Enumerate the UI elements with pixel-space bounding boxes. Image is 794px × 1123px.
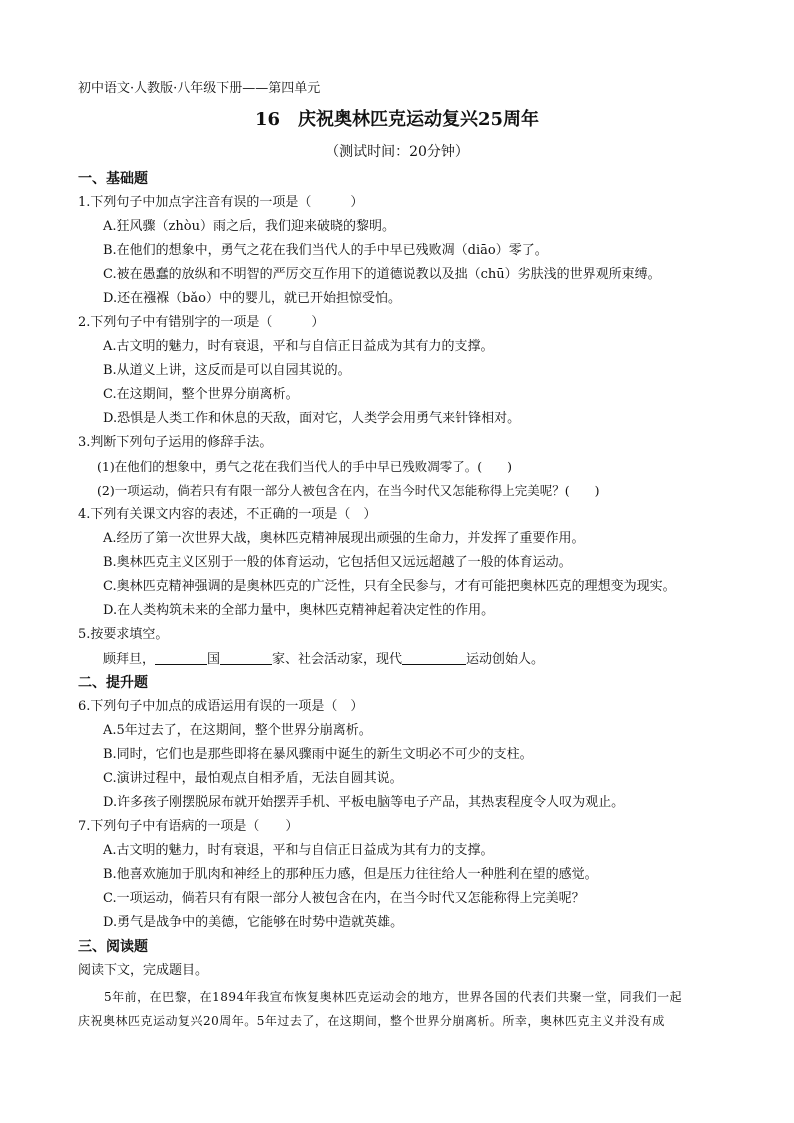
question-4-option-a: A.经历了第一次世界大战，奥林匹克精神展现出顽强的生命力，并发挥了重要作用。 xyxy=(103,531,585,546)
q5-blank-2[interactable] xyxy=(220,650,272,665)
section-heading-reading: 三、阅读题 xyxy=(78,939,148,955)
question-2-option-c: C.在这期间，整个世界分崩离析。 xyxy=(103,387,299,402)
question-3-sentence-2: (2)一项运动，倘若只有有限一部分人被包含在内，在当今时代又怎能称得上完美呢？( ) xyxy=(97,483,600,498)
question-7-option-c: C.一项运动，倘若只有有限一部分人被包含在内，在当今时代又怎能称得上完美呢？ xyxy=(103,891,585,906)
question-3-sentence-1: (1)在他们的想象中，勇气之花在我们当代人的手中早已残败凋零了。( ) xyxy=(97,459,512,474)
question-5-fill-line xyxy=(103,650,544,669)
lesson-title: 16 庆祝奥林匹克运动复兴25周年 xyxy=(254,109,540,130)
test-time: （测试时间：20分钟） xyxy=(325,144,469,160)
q5-text-2: 国 xyxy=(207,652,221,667)
unit-header: 初中语文·人教版·八年级下册——第四单元 xyxy=(78,81,321,96)
question-2-option-d: D.恐惧是人类工作和休息的天敌，面对它，人类学会用勇气来针锋相对。 xyxy=(103,411,521,426)
question-5-stem: 5.按要求填空。 xyxy=(78,627,169,642)
question-1-option-a: A.狂风骤（zhòu）雨之后，我们迎来破晓的黎明。 xyxy=(103,219,395,234)
question-6-stem: 6.下列句子中加点的成语运用有误的一项是（ ） xyxy=(78,699,364,714)
question-6-option-b: B.同时，它们也是那些即将在暴风骤雨中诞生的新生文明必不可少的支柱。 xyxy=(103,747,533,762)
reading-passage-line-1: 5年前，在巴黎，在1894年我宣布恢复奥林匹克运动会的地方，世界各国的代表们共聚一堂，同我们一起 xyxy=(104,990,683,1004)
question-4-option-c: C.奥林匹克精神强调的是奥林匹克的广泛性，只有全民参与，才有可能把奥林匹克的理想变为现实。 xyxy=(103,579,676,594)
question-1-option-d: D.还在襁褓（bǎo）中的婴儿，就已开始担惊受怕。 xyxy=(103,291,401,306)
section-heading-advanced: 二、提升题 xyxy=(78,675,148,691)
question-6-option-c: C.演讲过程中，最怕观点自相矛盾，无法自圆其说。 xyxy=(103,771,403,786)
question-1-stem: 1.下列句子中加点字注音有误的一项是（ ） xyxy=(78,195,364,210)
question-1-option-b: B.在他们的想象中，勇气之花在我们当代人的手中早已残败凋（diāo）零了。 xyxy=(103,243,548,258)
question-1-option-c: C.被在愚蠢的放纵和不明智的严厉交互作用下的道德说教以及拙（chū）劣肤浅的世界观所束缚。 xyxy=(103,267,661,282)
question-7-option-d: D.勇气是战争中的美德，它能够在时势中造就英雄。 xyxy=(103,915,404,930)
q5-blank-3[interactable] xyxy=(402,650,466,665)
question-4-option-b: B.奥林匹克主义区别于一般的体育运动，它包括但又远远超越了一般的体育运动。 xyxy=(103,555,572,570)
reading-instruction: 阅读下文，完成题目。 xyxy=(78,963,209,978)
question-7-option-a: A.古文明的魅力，时有衰退，平和与自信正日益成为其有力的支撑。 xyxy=(103,843,494,858)
question-7-stem: 7.下列句子中有语病的一项是（ ） xyxy=(78,819,299,834)
q5-text-3: 家、社会活动家，现代 xyxy=(272,652,403,667)
reading-passage-line-2: 庆祝奥林匹克运动复兴20周年。5年过去了，在这期间，整个世界分崩离析。所幸，奥林匹克主义并没有成 xyxy=(78,1014,665,1028)
question-2-option-a: A.古文明的魅力，时有衰退，平和与自信正日益成为其有力的支撑。 xyxy=(103,339,494,354)
question-2-stem: 2.下列句子中有错别字的一项是（ ） xyxy=(78,315,325,330)
question-6-option-a: A.5年过去了，在这期间，整个世界分崩离析。 xyxy=(103,723,372,738)
question-4-option-d: D.在人类构筑未来的全部力量中，奥林匹克精神起着决定性的作用。 xyxy=(103,603,495,618)
section-heading-basic: 一、基础题 xyxy=(78,171,148,187)
question-3-stem: 3.判断下列句子运用的修辞手法。 xyxy=(78,435,273,450)
question-6-option-d: D.许多孩子刚摆脱尿布就开始摆弄手机、平板电脑等电子产品，其热衷程度令人叹为观止。 xyxy=(103,795,625,810)
question-7-option-b: B.他喜欢施加于肌肉和神经上的那种压力感，但是压力往往给人一种胜利在望的感觉。 xyxy=(103,867,598,882)
q5-text-4: 运动创始人。 xyxy=(466,652,545,667)
q5-blank-1[interactable] xyxy=(155,650,207,665)
question-4-stem: 4.下列有关课文内容的表述，不正确的一项是（ ） xyxy=(78,507,377,522)
q5-text-1: 顾拜旦， xyxy=(103,652,156,667)
question-2-option-b: B.从道义上讲，这反而是可以自园其说的。 xyxy=(103,363,351,378)
